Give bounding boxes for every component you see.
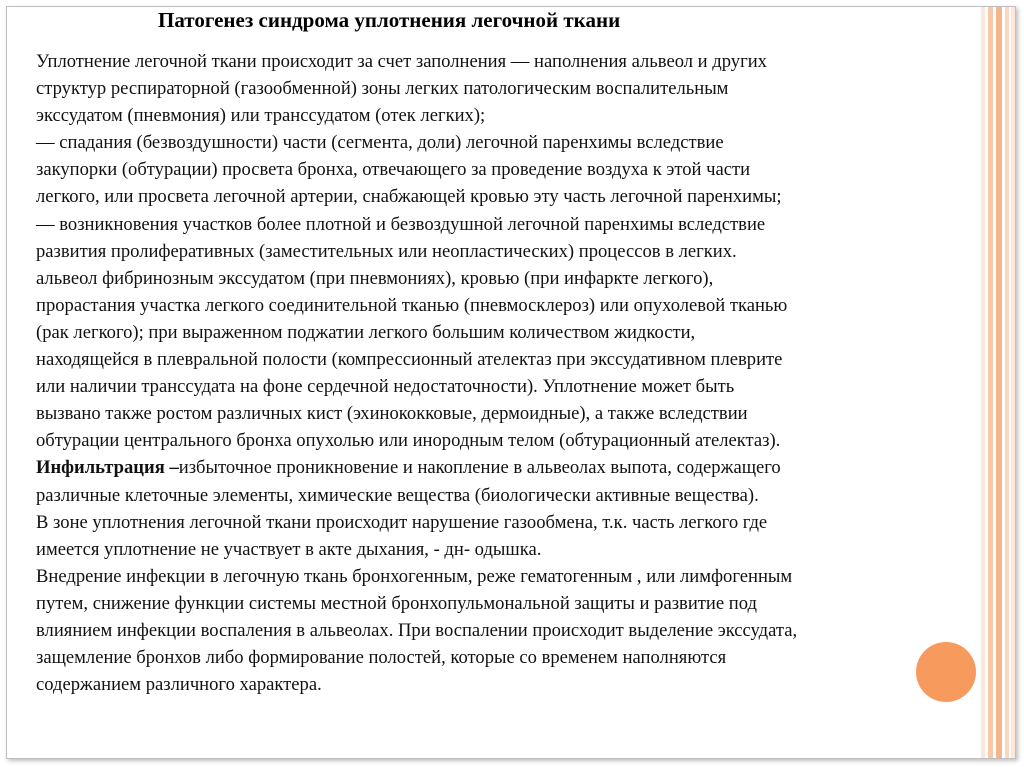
text-line	[36, 238, 982, 265]
text-line	[36, 211, 982, 238]
text-line	[36, 265, 982, 292]
text-line-content: экссудатом (пневмония) или транссудатом (отек легких);	[36, 105, 486, 127]
text-line-content: или наличии транссудата на фоне сердечной недостаточности). Уплотнение может быть	[36, 376, 735, 398]
text-line	[36, 617, 982, 644]
text-line	[36, 156, 982, 183]
text-line	[36, 536, 982, 563]
text-line-content: закупорки (обтурации) просвета бронха, отвечающего за проведение воздуха к этой части	[36, 159, 751, 181]
text-line-content: — возникновения участков более плотной и безвоздушной легочной паренхимы вследствие	[36, 213, 766, 235]
text-line	[36, 75, 982, 102]
text-line	[36, 183, 982, 210]
stripe	[1011, 7, 1015, 758]
text-line	[36, 644, 982, 671]
text-line	[36, 102, 982, 129]
text-line	[36, 482, 982, 509]
page-title: Патогенез синдрома уплотнения легочной ткани	[158, 8, 621, 32]
text-line-content: альвеол фибринозным экссудатом (при пневмониях), кровью (при инфаркте легкого),	[36, 267, 714, 289]
text-line-content: имеется уплотнение не участвует в акте дыхания, - дн- одышка.	[36, 538, 542, 560]
body-text	[36, 48, 982, 698]
text-line-content: обтурации центрального бронха опухолью или инородным телом (обтурационный ателектаз).	[36, 430, 781, 452]
text-line	[36, 373, 982, 400]
text-line	[36, 671, 982, 698]
text-line-content: легкого, или просвета легочной артерии, снабжающей кровью эту часть легочной паренхимы;	[36, 186, 782, 208]
text-line-content: развития пролиферативных (заместительных или неопластических) процессов в легких.	[36, 240, 737, 262]
text-line-content: Уплотнение легочной ткани происходит за счет заполнения — наполнения альвеол и других	[36, 51, 767, 72]
bold-term: Инфильтрация –	[36, 457, 179, 479]
text-line	[36, 454, 982, 481]
text-line-content: прорастания участка легкого соединительной тканью (пневмосклероз) или опухолевой тканью	[36, 294, 788, 316]
text-line-content: В зоне уплотнения легочной ткани происходит нарушение газообмена, т.к. часть легкого где	[36, 511, 768, 533]
text-line	[36, 346, 982, 373]
text-line	[36, 563, 982, 590]
text-line-content: (рак легкого); при выраженном поджатии легкого большим количеством жидкости,	[36, 321, 696, 343]
text-line-content: защемление бронхов либо формирование полостей, которые со временем наполняются	[36, 647, 727, 669]
text-line	[36, 427, 982, 454]
text-line-content: избыточное проникновение и накопление в альвеолах выпота, содержащего	[178, 457, 781, 479]
text-line	[36, 319, 982, 346]
text-line	[36, 292, 982, 319]
decorative-stripes	[981, 7, 1015, 758]
text-line-content: находящейся в плевральной полости (компрессионный ателектаз при экссудативном плеврите	[36, 349, 783, 371]
text-line	[36, 509, 982, 536]
text-line-content: влиянием инфекции воспаления в альвеолах. При воспалении происходит выделение экссудата,	[36, 619, 798, 641]
text-line-content: различные клеточные элементы, химические вещества (биологически активные вещества).	[36, 484, 759, 506]
text-line	[36, 590, 982, 617]
text-line-content: путем, снижение функции системы местной бронхопульмональной защиты и развитие под	[36, 592, 757, 614]
text-line-content: структур респираторной (газообменной) зоны легких патологическим воспалительным	[36, 78, 729, 100]
text-line	[36, 48, 982, 75]
text-line-content: содержанием различного характера.	[36, 674, 322, 696]
accent-circle	[916, 642, 976, 702]
text-line-content: Внедрение инфекции в легочную ткань бронхогенным, реже гематогенным , или лимфогенным	[36, 565, 793, 587]
text-line-content: вызвано также ростом различных кист (эхинококковые, дермоидные), а также вследствии	[36, 403, 748, 425]
text-line-content: — спадания (безвоздушности) части (сегмента, доли) легочной паренхимы вследствие	[36, 132, 724, 154]
text-line	[36, 400, 982, 427]
text-line	[36, 129, 982, 156]
